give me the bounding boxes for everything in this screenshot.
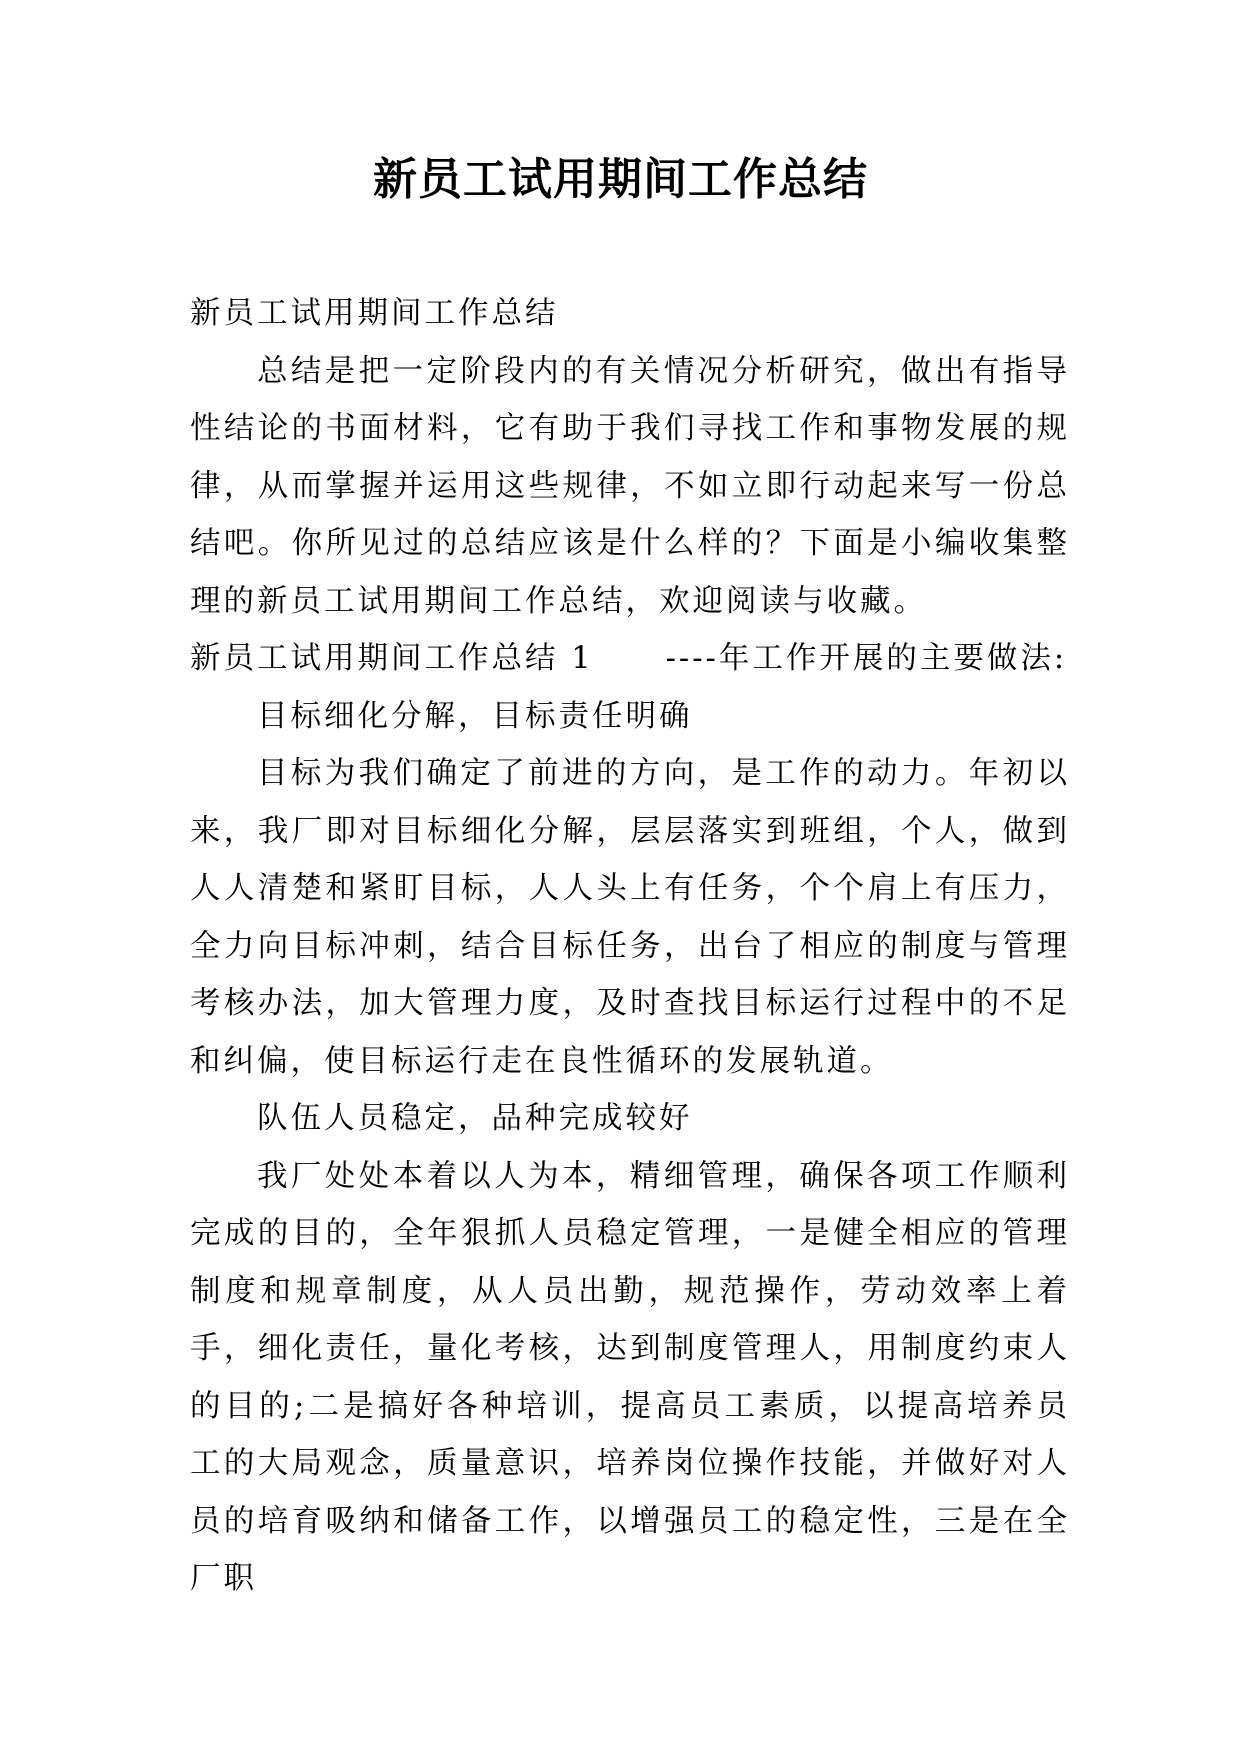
- paragraph-goal-breakdown: 目标为我们确定了前进的方向，是工作的动力。年初以来，我厂即对目标细化分解，层层落实到班组，个人，做到人人清楚和紧盯目标，人人头上有任务，个个肩上有压力，全力向目标冲刺，结合目标任务，出台了相应的制度与管理考核办法，加大管理力度，及时查找目标运行过程中的不足和纠偏，使目标运行走在良性循环的发展轨道。: [190, 756, 1070, 1079]
- document-body: [190, 285, 1070, 1608]
- document-title: 新员工试用期间工作总结: [373, 154, 868, 205]
- intro-paragraph: 总结是把一定阶段内的有关情况分析研究，做出有指导性结论的书面材料，它有助于我们寻找工作和事物发展的规律，从而掌握并运用这些规律，不如立即行动起来写一份总结吧。你所见过的总结应该是什么样的？下面是小编收集整理的新员工试用期间工作总结，欢迎阅读与收藏。: [190, 353, 1070, 619]
- section-1-header: [190, 630, 1070, 688]
- heading-goal-breakdown: 目标细化分解，目标责任明确: [257, 698, 693, 734]
- heading-team-stability: 队伍人员稳定，品种完成较好: [257, 1101, 693, 1136]
- document-subtitle: 新员工试用期间工作总结: [190, 296, 559, 331]
- paragraph-team-stability: 我厂处处本着以人为本，精细管理，确保各项工作顺利完成的目的，全年狠抓人员稳定管理，一是健全相应的管理制度和规章制度，从人员出勤，规范操作，劳动效率上着手，细化责任，量化考核，达到制度管理人，用制度约束人的目的;二是搞好各种培训，提高员工素质，以提高培养员工的大局观念，质量意识，培养岗位操作技能，并做好对人员的培育吸纳和储备工作，以增强员工的稳定性，三是在全厂职: [190, 1158, 1070, 1596]
- section-1-title: 新员工试用期间工作总结 1: [190, 641, 594, 676]
- section-1-lead: ----年工作开展的主要做法:: [665, 641, 1068, 676]
